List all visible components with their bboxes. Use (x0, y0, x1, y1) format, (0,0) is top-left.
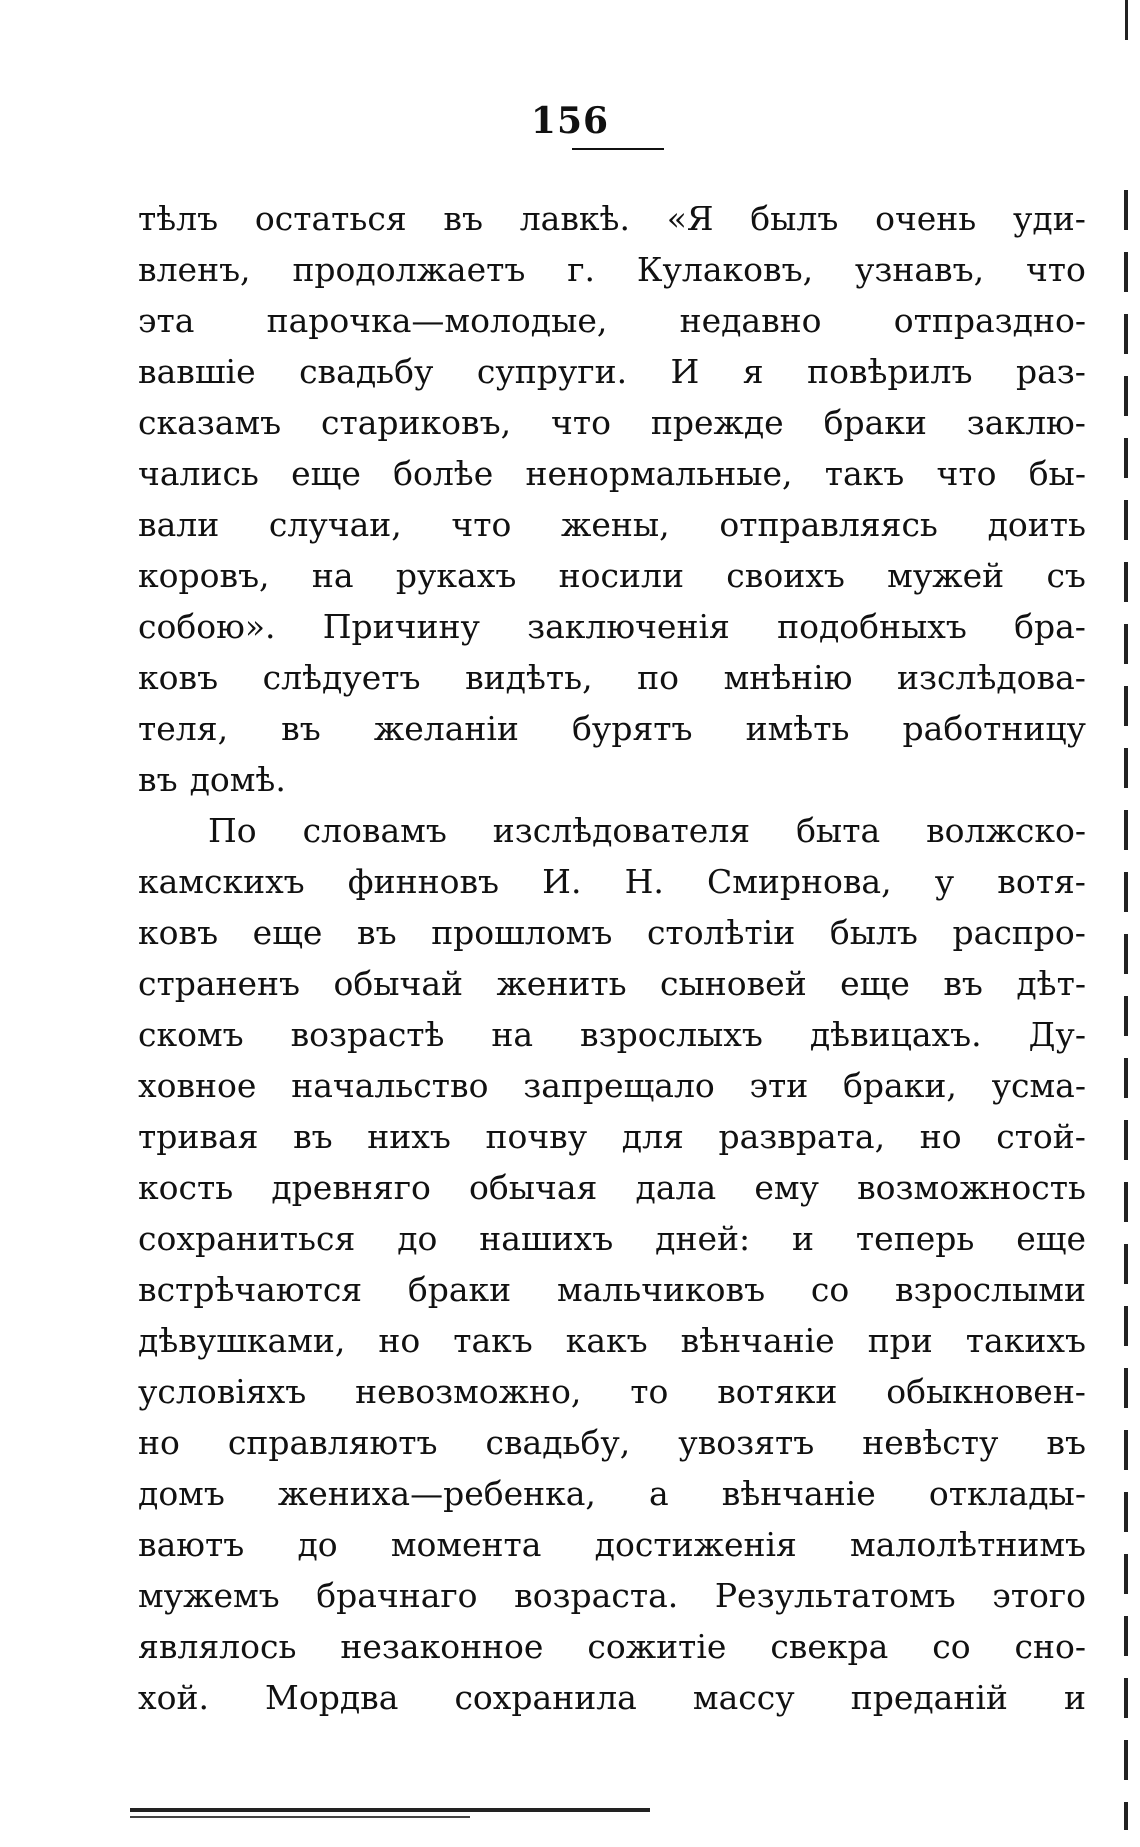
word: брачнаго (316, 1576, 478, 1615)
word: съ (1046, 556, 1086, 595)
word: усма- (991, 1066, 1086, 1105)
page-number: 156 (530, 100, 610, 142)
word: ненормальные, (525, 454, 793, 493)
word: сно- (1014, 1627, 1086, 1666)
word: до (397, 1219, 438, 1258)
word: дѣт- (1016, 964, 1086, 1003)
word: въ (1046, 1423, 1086, 1462)
word: очень (875, 199, 977, 238)
word: разврата, (718, 1117, 886, 1156)
word: массу (692, 1678, 795, 1717)
word: по (637, 658, 680, 697)
word: вали (138, 505, 220, 544)
word: такъ (824, 454, 905, 493)
word: вѣнчаніе (680, 1321, 835, 1360)
text-line (138, 1060, 1086, 1111)
word: что (551, 403, 611, 442)
word: момента (390, 1525, 542, 1564)
word: въ (293, 1117, 333, 1156)
word: столѣтіи (646, 913, 796, 952)
word: возраста. (514, 1576, 679, 1615)
word: имѣть (745, 709, 850, 748)
word: незаконное (340, 1627, 544, 1666)
word: г. (567, 250, 596, 289)
word: браки (823, 403, 927, 442)
word: распро- (952, 913, 1086, 952)
word: собою». (138, 607, 276, 646)
word: малолѣтнимъ (850, 1525, 1086, 1564)
word: прежде (650, 403, 784, 442)
text-line (138, 1009, 1086, 1060)
word: случаи, (268, 505, 402, 544)
word: но (138, 1423, 180, 1462)
text-line (138, 1621, 1086, 1672)
word: со (932, 1627, 971, 1666)
text-line (138, 550, 1086, 601)
word: стариковъ, (321, 403, 512, 442)
word: браки (407, 1270, 512, 1309)
word: мнѣнію (723, 658, 853, 697)
word: и (792, 1219, 815, 1258)
text-line (138, 1162, 1086, 1213)
word: сожитіе (587, 1627, 727, 1666)
word: камскихъ (138, 862, 305, 901)
word: видѣть, (465, 658, 593, 697)
word: уди- (1013, 199, 1086, 238)
text-line (138, 397, 1086, 448)
word: парочка—молодые, (266, 301, 608, 340)
word: взрослыхъ (580, 1015, 763, 1054)
word: Н. (624, 862, 664, 901)
word: волжско- (926, 811, 1086, 850)
word: домъ (138, 1474, 225, 1513)
word: достиженія (594, 1525, 797, 1564)
word: до (297, 1525, 338, 1564)
word: свадьбу (299, 352, 434, 391)
text-line (138, 754, 1086, 805)
scan-margin-edge (1124, 190, 1128, 1830)
word: желаніи (373, 709, 519, 748)
text-line (138, 1111, 1086, 1162)
word: на (311, 556, 354, 595)
word: бра- (1014, 607, 1086, 646)
word: болѣе (393, 454, 494, 493)
word: заключенія (527, 607, 730, 646)
word: продолжаетъ (292, 250, 526, 289)
word: бы- (1028, 454, 1086, 493)
word: увозятъ (678, 1423, 815, 1462)
word: являлось (138, 1627, 297, 1666)
word: то (630, 1372, 669, 1411)
word: при (867, 1321, 933, 1360)
word: ваютъ (138, 1525, 245, 1564)
word: нашихъ (479, 1219, 614, 1258)
word: подобныхъ (777, 607, 967, 646)
word: быта (796, 811, 881, 850)
word: былъ (829, 913, 918, 952)
word: запрещало (523, 1066, 715, 1105)
word: преданій (850, 1678, 1008, 1717)
word: свадьбу, (485, 1423, 631, 1462)
word: такихъ (965, 1321, 1086, 1360)
word: такъ (453, 1321, 533, 1360)
word: доить (987, 505, 1086, 544)
word: изслѣдова- (897, 658, 1086, 697)
word: невѣсту (862, 1423, 999, 1462)
text-line (138, 1264, 1086, 1315)
text-line (138, 1366, 1086, 1417)
word: скомъ (138, 1015, 244, 1054)
paragraph (138, 193, 1086, 805)
text-line (138, 601, 1086, 652)
word: рукахъ (395, 556, 517, 595)
text-line (138, 346, 1086, 397)
word: мужемъ (138, 1576, 280, 1615)
word: еще (252, 913, 323, 952)
word: «Я (666, 199, 714, 238)
word: теперь (855, 1219, 975, 1258)
word: въ (138, 760, 178, 799)
body-text (138, 193, 1086, 1723)
word: супруги. (476, 352, 628, 391)
word: носили (558, 556, 684, 595)
word: чались (138, 454, 259, 493)
word: сказамъ (138, 403, 282, 442)
word: для (621, 1117, 684, 1156)
text-line (138, 856, 1086, 907)
word: свекра (770, 1627, 889, 1666)
word: вотяки (717, 1372, 838, 1411)
word: и (1063, 1678, 1086, 1717)
word: отправляясь (719, 505, 938, 544)
word: сохраниться (138, 1219, 356, 1258)
word: эти (749, 1066, 809, 1105)
text-line (138, 1468, 1086, 1519)
word: Кулаковъ, (636, 250, 814, 289)
word: дѣвицахъ. (809, 1015, 982, 1054)
word: дней: (655, 1219, 751, 1258)
word: взрослыми (895, 1270, 1086, 1309)
word: браки, (843, 1066, 957, 1105)
word: Мордва (265, 1678, 399, 1717)
word: возрастѣ (290, 1015, 445, 1054)
text-line (138, 805, 1086, 856)
word: дала (635, 1168, 717, 1207)
text-line (138, 1417, 1086, 1468)
word: почву (485, 1117, 588, 1156)
word: что (451, 505, 512, 544)
word: этого (992, 1576, 1086, 1615)
text-line (138, 1672, 1086, 1723)
word: вотя- (997, 862, 1086, 901)
word: Смирнова, (706, 862, 892, 901)
text-line (138, 652, 1086, 703)
word: нихъ (367, 1117, 451, 1156)
word: въ (943, 964, 983, 1003)
word: ковъ (138, 913, 219, 952)
word: тѣлъ (138, 199, 219, 238)
word: еще (291, 454, 361, 493)
word: По (208, 811, 257, 850)
word: ховное (138, 1066, 257, 1105)
word: мальчиковъ (556, 1270, 766, 1309)
text-line (138, 1519, 1086, 1570)
word: дѣвушками, (138, 1321, 346, 1360)
text-line (138, 295, 1086, 346)
word: но (919, 1117, 962, 1156)
word: вѣнчаніе (721, 1474, 876, 1513)
word: ему (754, 1168, 819, 1207)
text-line (138, 907, 1086, 958)
word: что (1025, 250, 1086, 289)
word: заклю- (966, 403, 1086, 442)
word: я (742, 352, 764, 391)
word: невозможно, (355, 1372, 582, 1411)
word: въ (357, 913, 397, 952)
word: своихъ (726, 556, 845, 595)
word: справляютъ (227, 1423, 438, 1462)
word: былъ (750, 199, 839, 238)
word: остаться (254, 199, 407, 238)
word: вленъ, (138, 250, 251, 289)
word: бурятъ (572, 709, 693, 748)
word: что (936, 454, 997, 493)
word: въ (281, 709, 321, 748)
word: мужей (887, 556, 1005, 595)
text-line (138, 1213, 1086, 1264)
word: сохранила (454, 1678, 637, 1717)
word: обычая (469, 1168, 598, 1207)
footer-rule-thin (130, 1816, 470, 1818)
text-line (138, 193, 1086, 244)
word: кость (138, 1168, 234, 1207)
word: жениха—ребенка, (277, 1474, 596, 1513)
word: вавшіе (138, 352, 256, 391)
word: жены, (561, 505, 670, 544)
word: И. (542, 862, 582, 901)
word: еще (1016, 1219, 1086, 1258)
text-line (138, 499, 1086, 550)
word: Причину (322, 607, 480, 646)
word: обычай (333, 964, 463, 1003)
word: со (810, 1270, 850, 1309)
word: слѣдуетъ (262, 658, 421, 697)
word: отпраздно- (893, 301, 1086, 340)
word: коровъ, (138, 556, 270, 595)
word: на (491, 1015, 534, 1054)
word: финновъ (347, 862, 500, 901)
text-line (138, 448, 1086, 499)
word: недавно (679, 301, 822, 340)
word: женить (496, 964, 627, 1003)
word: изслѣдователя (492, 811, 751, 850)
word: хой. (138, 1678, 209, 1717)
text-line (138, 1570, 1086, 1621)
word: сыновей (659, 964, 807, 1003)
text-line (138, 1315, 1086, 1366)
scan-corner-mark (1125, 0, 1128, 40)
word: словамъ (302, 811, 447, 850)
word: встрѣчаются (138, 1270, 363, 1309)
word: узнавъ, (854, 250, 985, 289)
footer-rule (130, 1808, 650, 1812)
word: а (648, 1474, 669, 1513)
text-line (138, 703, 1086, 754)
word: какъ (565, 1321, 648, 1360)
word: начальство (291, 1066, 489, 1105)
word: прошломъ (431, 913, 613, 952)
word: у (934, 862, 955, 901)
word: обыкновен- (886, 1372, 1086, 1411)
header-rule (572, 148, 664, 150)
word: лавкѣ. (519, 199, 630, 238)
word: Ду- (1028, 1015, 1086, 1054)
word: стой- (996, 1117, 1086, 1156)
word: условіяхъ (138, 1372, 307, 1411)
word: ковъ (138, 658, 219, 697)
word: страненъ (138, 964, 301, 1003)
word: эта (138, 301, 195, 340)
word: древняго (271, 1168, 431, 1207)
text-line (138, 958, 1086, 1009)
paragraph (138, 805, 1086, 1723)
word: возможность (857, 1168, 1086, 1207)
word: работницу (902, 709, 1086, 748)
word: отклады- (928, 1474, 1086, 1513)
word: тривая (138, 1117, 259, 1156)
word: раз- (1015, 352, 1086, 391)
word: Результатомъ (714, 1576, 956, 1615)
word: теля, (138, 709, 229, 748)
word: домѣ. (189, 760, 286, 799)
word: но (378, 1321, 421, 1360)
word: еще (840, 964, 910, 1003)
text-line (138, 244, 1086, 295)
word: И (670, 352, 700, 391)
word: повѣрилъ (807, 352, 973, 391)
word: въ (443, 199, 483, 238)
